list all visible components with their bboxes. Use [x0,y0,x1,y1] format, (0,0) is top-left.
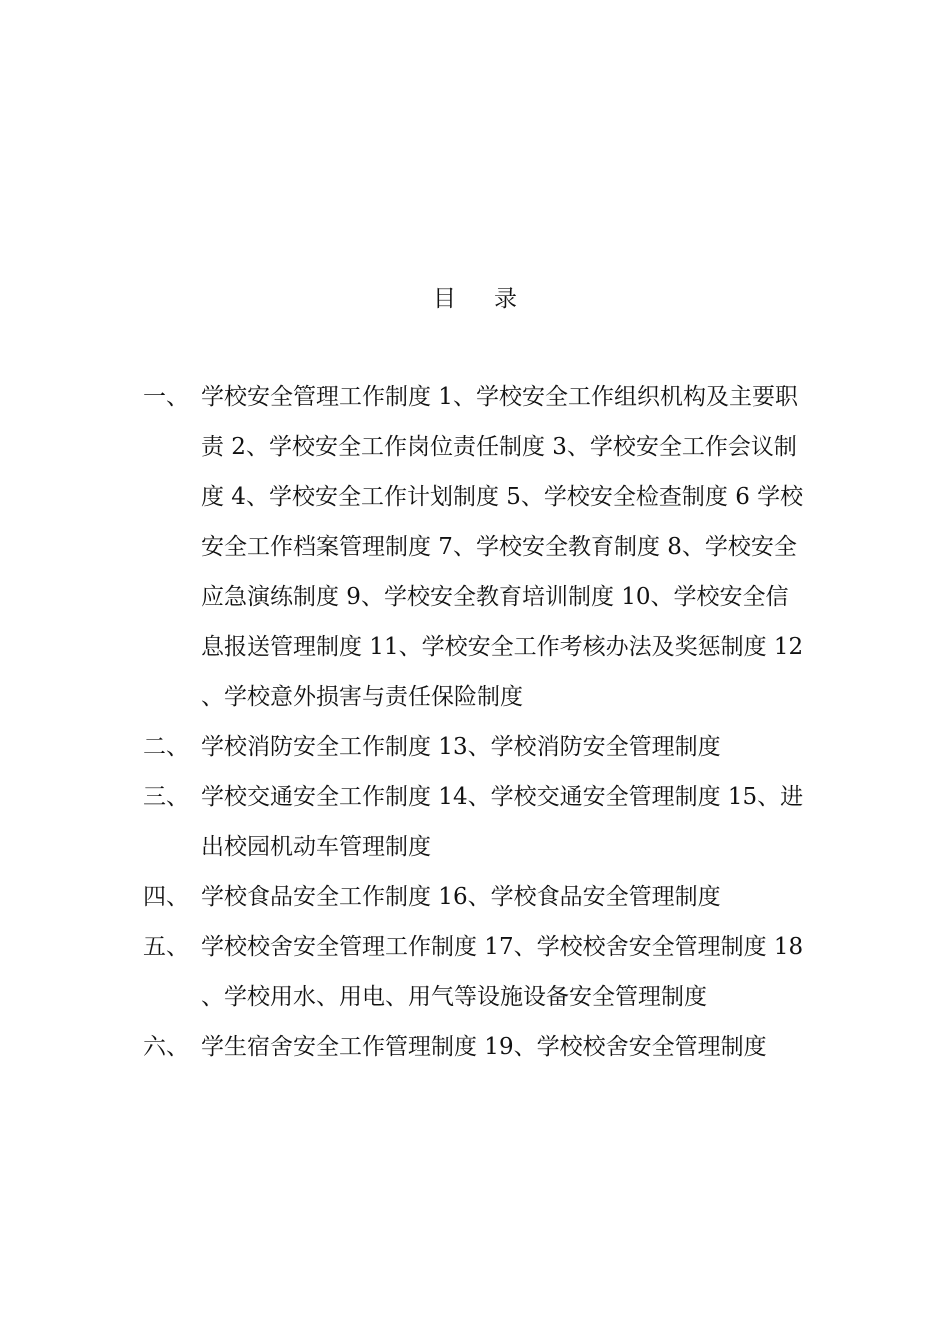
toc-item [143,1022,823,1072]
toc-item-number: 六、 [143,1034,189,1060]
table-of-contents [143,372,823,1072]
page-title [0,280,950,318]
toc-item-text: 学生宿舍安全工作管理制度 19、学校校舍安全管理制度 [201,1034,767,1060]
toc-item-text: 学校食品安全工作制度 16、学校食品安全管理制度 [201,884,721,910]
title-char-1: 目 [433,286,456,312]
title-char-2: 录 [494,286,517,312]
toc-item [143,872,823,922]
toc-item [143,722,823,772]
toc-item [143,922,823,1022]
toc-item [143,372,823,722]
toc-item-text: 学校安全管理工作制度 1、学校安全工作组织机构及主要职责 2、学校安全工作岗位责任制度 3、学校安全工作会议制度 4、学校安全工作计划制度 5、学校安全检查制度 6 学校安全工作档案管理制度 7、学校安全教育制度 8、学校安全应急演练制度 9、学校安全教育培训制度 10、学校安全信息报送管理制度 11、学校安全工作考核办法及奖惩制度 12、学校意外损害与责任保险制度 [201,384,804,710]
toc-item-number: 三、 [143,784,189,810]
toc-item-number: 五、 [143,934,189,960]
toc-item [143,772,823,872]
toc-item-number: 二、 [143,734,189,760]
toc-item-number: 一、 [143,384,189,410]
toc-item-text: 学校交通安全工作制度 14、学校交通安全管理制度 15、进出校园机动车管理制度 [201,784,804,860]
toc-item-number: 四、 [143,884,189,910]
toc-item-text: 学校消防安全工作制度 13、学校消防安全管理制度 [201,734,721,760]
toc-item-text: 学校校舍安全管理工作制度 17、学校校舍安全管理制度 18、学校用水、用电、用气等设施设备安全管理制度 [201,934,804,1010]
